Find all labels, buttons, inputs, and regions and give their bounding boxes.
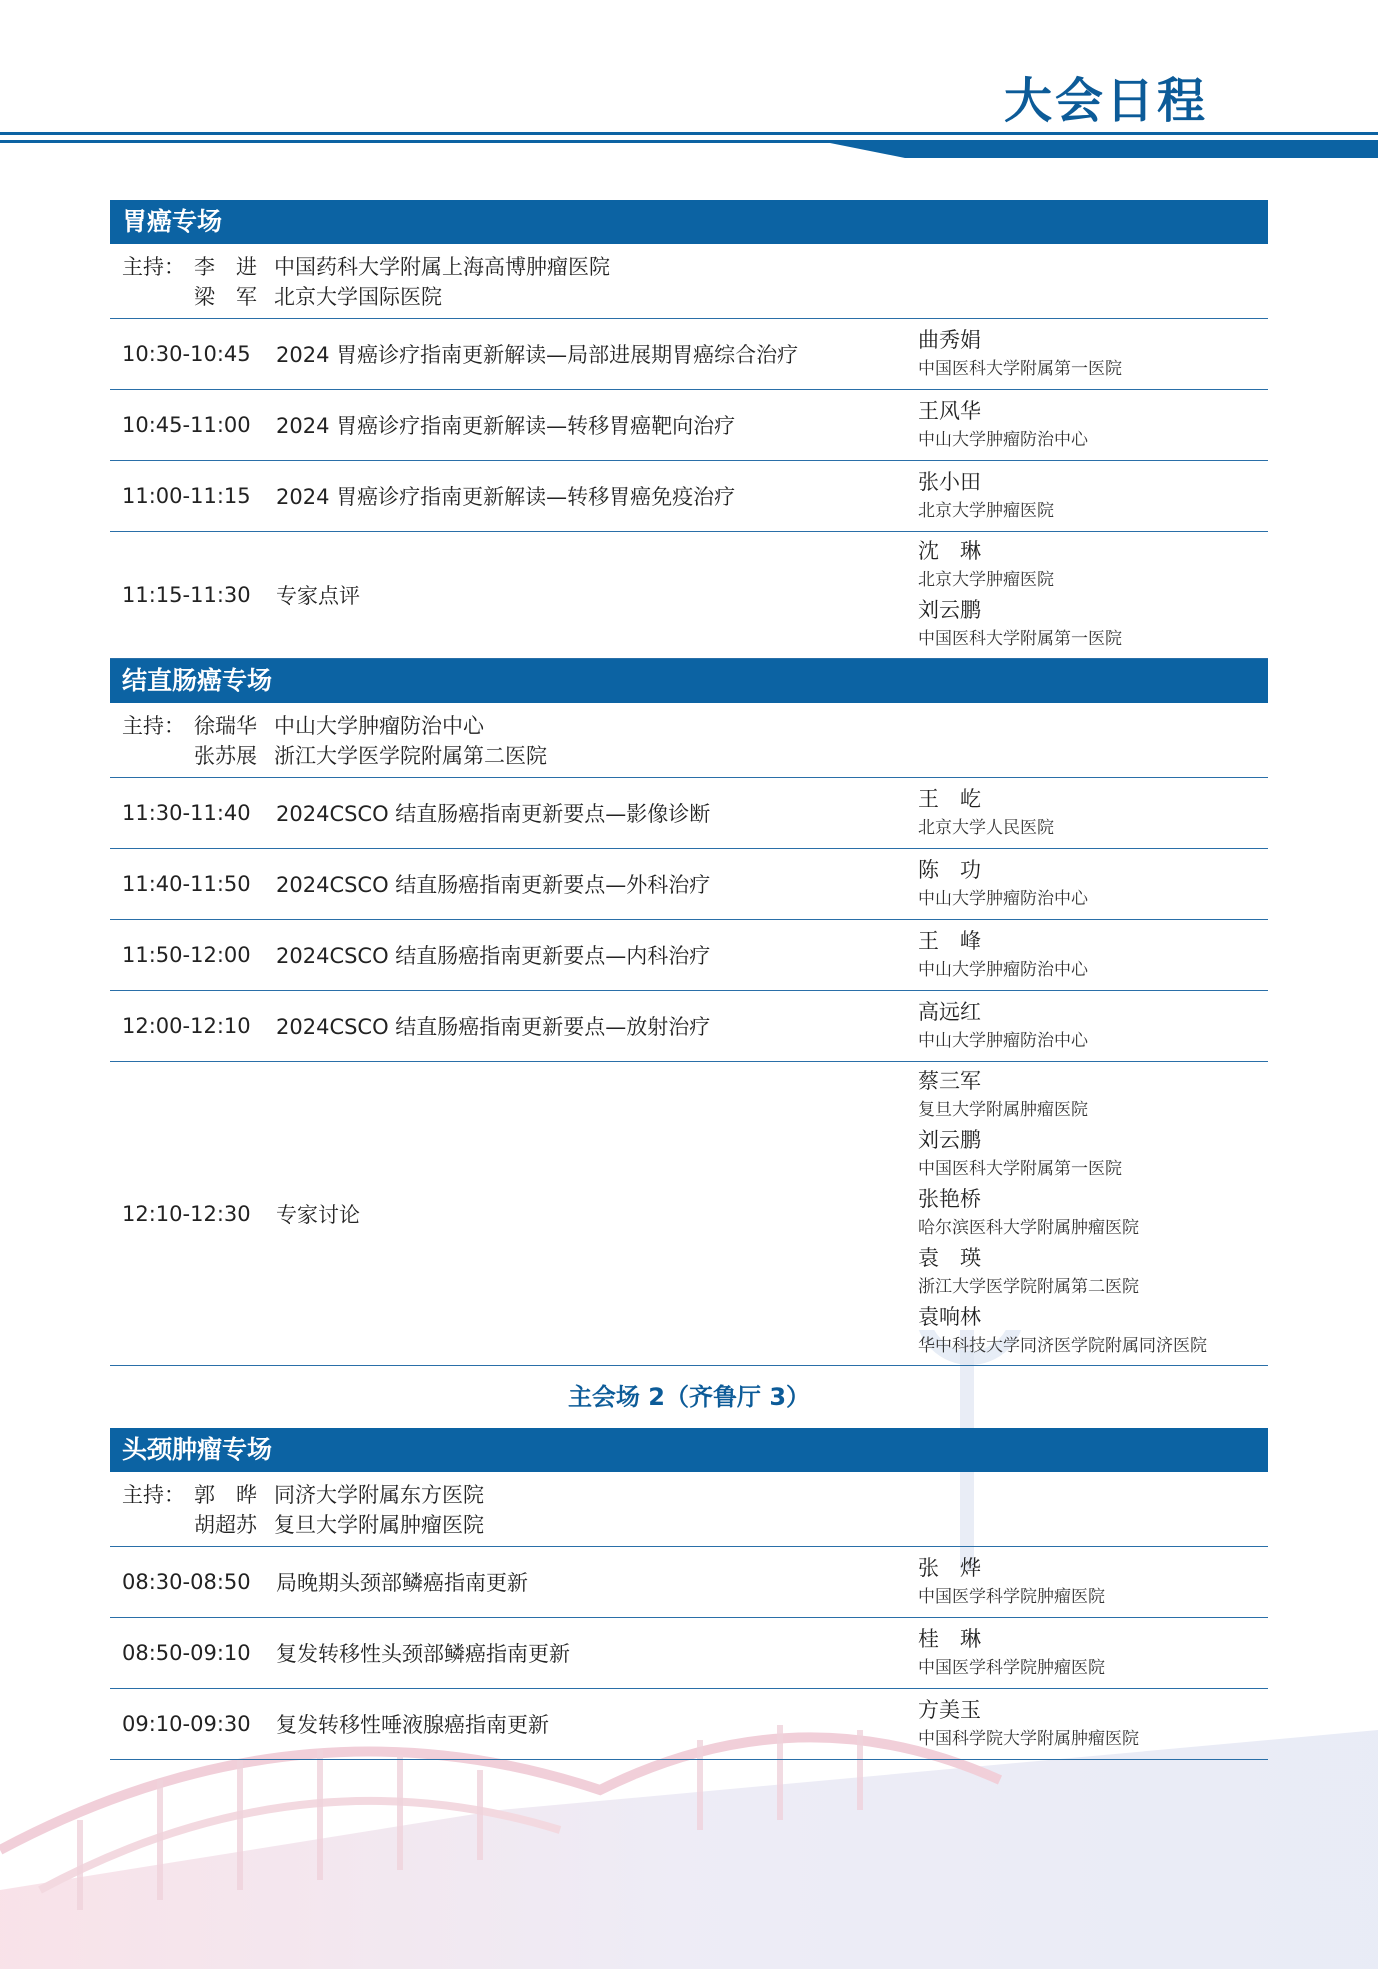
host-affiliation: 同济大学附属东方医院: [274, 1483, 484, 1507]
speaker-affiliation: 中国科学院大学附属肿瘤医院: [918, 1728, 1139, 1749]
host-line: [122, 252, 1256, 282]
time-slot: 12:10-12:30: [122, 1201, 251, 1226]
speakers: [918, 463, 1268, 530]
speaker-name: 王风华: [918, 398, 981, 423]
schedule-row: [110, 1618, 1268, 1689]
time-slot: 12:00-12:10: [122, 1014, 251, 1038]
speaker-affiliation: 中国医科大学附属第一医院: [918, 358, 1122, 379]
speakers: [918, 922, 1268, 989]
time-slot: 10:45-11:00: [122, 413, 251, 437]
speaker-affiliation: 中山大学肿瘤防治中心: [918, 888, 1088, 909]
speakers: [918, 392, 1268, 459]
host-line: [122, 741, 1256, 771]
schedule-row: [110, 1689, 1268, 1760]
speakers: [918, 532, 1268, 658]
host-name: 徐瑞华: [194, 714, 257, 738]
host-name: 胡超苏: [194, 1513, 257, 1537]
speaker-name: 沈 琳: [918, 539, 981, 563]
hosts-block: [110, 244, 1268, 319]
speaker-affiliation: 浙江大学医学院附属第二医院: [918, 1277, 1139, 1297]
time-slot: 11:30-11:40: [122, 801, 251, 825]
schedule-row: [110, 532, 1268, 659]
section-header: 结直肠癌专场: [110, 659, 1268, 703]
topic: 2024CSCO 结直肠癌指南更新要点—内科治疗: [276, 944, 711, 968]
topic: 2024 胃癌诊疗指南更新解读—转移胃癌靶向治疗: [276, 414, 736, 438]
schedule-row: [110, 920, 1268, 991]
page-title: 大会日程: [1003, 73, 1208, 129]
speaker-name: 刘云鹏: [918, 598, 981, 622]
speakers: [918, 780, 1268, 847]
speaker-affiliation: 复旦大学附属肿瘤医院: [918, 1100, 1088, 1120]
host-line: [122, 711, 1256, 741]
topic: 局晚期头颈部鳞癌指南更新: [276, 1571, 528, 1595]
schedule-row: [110, 461, 1268, 532]
host-affiliation: 复旦大学附属肿瘤医院: [274, 1513, 484, 1537]
schedule-row: [110, 319, 1268, 390]
speaker-name: 桂 琳: [918, 1626, 981, 1651]
host-label: 主持：: [122, 1483, 185, 1507]
speakers: [918, 1062, 1268, 1365]
speaker-affiliation: 北京大学肿瘤医院: [918, 500, 1054, 521]
hall-title: 主会场 2（齐鲁厅 3）: [567, 1383, 811, 1411]
speaker-name: 高远红: [918, 999, 981, 1024]
topic: 2024CSCO 结直肠癌指南更新要点—放射治疗: [276, 1015, 711, 1039]
hosts-block: [110, 703, 1268, 778]
speakers: [918, 851, 1268, 918]
host-affiliation: 浙江大学医学院附属第二医院: [274, 744, 547, 768]
speaker-affiliation: 北京大学肿瘤医院: [918, 570, 1054, 590]
schedule-row: [110, 778, 1268, 849]
topic: 复发转移性唾液腺癌指南更新: [276, 1713, 549, 1737]
topic: 2024 胃癌诊疗指南更新解读—局部进展期胃癌综合治疗: [276, 343, 799, 367]
host-affiliation: 北京大学国际医院: [274, 285, 442, 309]
speaker-name: 张小田: [918, 469, 981, 494]
host-name: 梁 军: [194, 285, 257, 309]
speaker-name: 刘云鹏: [918, 1128, 981, 1152]
speakers: [918, 321, 1268, 388]
host-label: [122, 741, 194, 771]
schedule-row: [110, 849, 1268, 920]
schedule-row: [110, 1547, 1268, 1618]
speaker-affiliation: 北京大学人民医院: [918, 817, 1054, 838]
schedule-row: [110, 390, 1268, 461]
host-line: [122, 282, 1256, 312]
speaker-affiliation: 华中科技大学同济医学院附属同济医院: [918, 1336, 1207, 1356]
time-slot: 08:30-08:50: [122, 1570, 251, 1594]
topic: 专家点评: [276, 584, 360, 608]
host-name: 张苏展: [194, 744, 257, 768]
topic: 2024CSCO 结直肠癌指南更新要点—外科治疗: [276, 873, 711, 897]
speaker-affiliation: 中山大学肿瘤防治中心: [918, 429, 1088, 450]
host-label: 主持：: [122, 714, 185, 738]
section-header: 胃癌专场: [110, 200, 1268, 244]
topic: 专家讨论: [276, 1202, 360, 1227]
speaker-name: 曲秀娟: [918, 327, 981, 352]
host-name: 郭 晔: [194, 1483, 257, 1507]
host-label: [122, 1510, 194, 1540]
speaker-affiliation: 中国医学科学院肿瘤医院: [918, 1657, 1105, 1678]
topic: 2024CSCO 结直肠癌指南更新要点—影像诊断: [276, 802, 711, 826]
time-slot: 10:30-10:45: [122, 342, 251, 366]
time-slot: 11:50-12:00: [122, 943, 251, 967]
schedule: [110, 200, 1268, 1760]
topic: 2024 胃癌诊疗指南更新解读—转移胃癌免疫治疗: [276, 485, 736, 509]
speaker-name: 袁响林: [918, 1305, 981, 1329]
speaker-name: 张 烨: [918, 1555, 981, 1580]
host-affiliation: 中国药科大学附属上海高博肿瘤医院: [274, 255, 610, 279]
host-name: 李 进: [194, 255, 257, 279]
speaker-name: 袁 瑛: [918, 1246, 981, 1270]
time-slot: 11:15-11:30: [122, 583, 251, 607]
section-header: 头颈肿瘤专场: [110, 1428, 1268, 1472]
schedule-row: [110, 991, 1268, 1062]
speakers: [918, 1549, 1268, 1616]
speaker-name: 方美玉: [918, 1697, 981, 1722]
speaker-name: 王 屹: [918, 786, 981, 811]
time-slot: 09:10-09:30: [122, 1712, 251, 1736]
speakers: [918, 1620, 1268, 1687]
speaker-affiliation: 中国医学科学院肿瘤医院: [918, 1586, 1105, 1607]
time-slot: 11:00-11:15: [122, 484, 251, 508]
speakers: [918, 993, 1268, 1060]
speaker-affiliation: 中国医科大学附属第一医院: [918, 629, 1122, 649]
host-line: [122, 1480, 1256, 1510]
time-slot: 08:50-09:10: [122, 1641, 251, 1665]
speaker-affiliation: 哈尔滨医科大学附属肿瘤医院: [918, 1218, 1139, 1238]
host-line: [122, 1510, 1256, 1540]
time-slot: 11:40-11:50: [122, 872, 251, 896]
speaker-name: 蔡三军: [918, 1069, 981, 1093]
speaker-affiliation: 中国医科大学附属第一医院: [918, 1159, 1122, 1179]
speaker-affiliation: 中山大学肿瘤防治中心: [918, 959, 1088, 980]
host-affiliation: 中山大学肿瘤防治中心: [274, 714, 484, 738]
topic: 复发转移性头颈部鳞癌指南更新: [276, 1642, 570, 1666]
host-label: 主持：: [122, 255, 185, 279]
header-divider: [0, 128, 1378, 163]
speakers: [918, 1691, 1268, 1758]
schedule-row: [110, 1062, 1268, 1366]
host-label: [122, 282, 194, 312]
hosts-block: [110, 1472, 1268, 1547]
speaker-affiliation: 中山大学肿瘤防治中心: [918, 1030, 1088, 1051]
speaker-name: 陈 功: [918, 857, 981, 882]
speaker-name: 张艳桥: [918, 1187, 981, 1211]
speaker-name: 王 峰: [918, 928, 981, 953]
